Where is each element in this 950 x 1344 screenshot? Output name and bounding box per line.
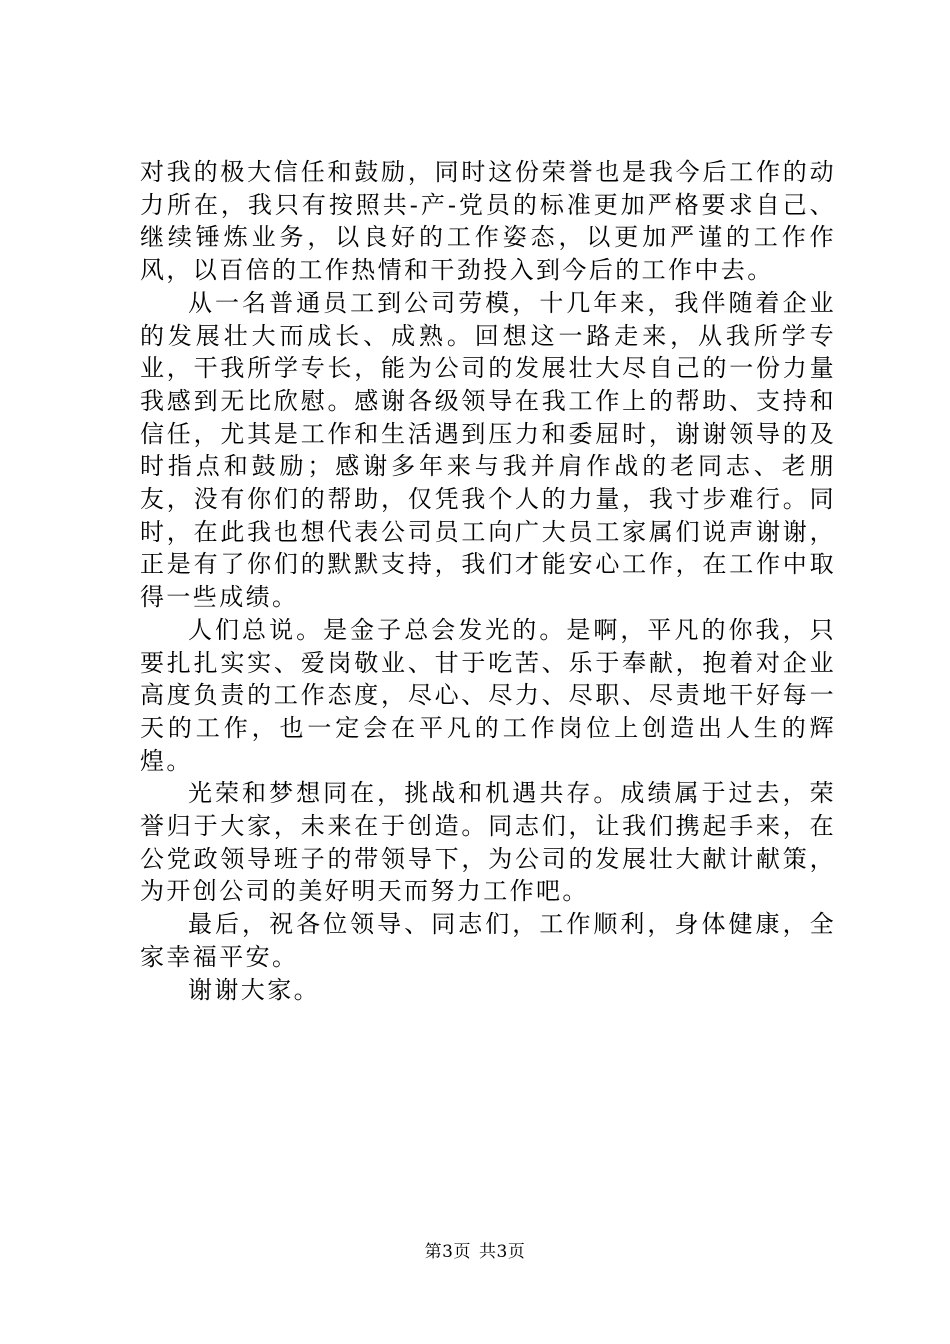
page-footer: [0, 1240, 950, 1264]
paragraph-wishes: 最后，祝各位领导、同志们，工作顺利，身体健康，全家幸福平安。: [140, 910, 836, 971]
page-number: 第3页: [424, 1242, 471, 1262]
paragraph-continuation: 对我的极大信任和鼓励，同时这份荣誉也是我今后工作的动力所在，我只有按照共-产-党员的标准更加严格要求自己、继续锤炼业务，以良好的工作姿态，以更加严谨的工作作风，以百倍的工作热情和干劲投入到今后的工作中去。: [140, 158, 836, 285]
page-total: 共3页: [479, 1242, 526, 1262]
paragraph-ordinary: 人们总说。是金子总会发光的。是啊，平凡的你我，只要扎扎实实、爱岗敬业、甘于吃苦、乐于奉献，抱着对企业高度负责的工作态度，尽心、尽力、尽职、尽责地干好每一天的工作，也一定会在平凡的工作岗位上创造出人生的辉煌。: [140, 615, 836, 775]
paragraph-career: 从一名普通员工到公司劳模，十几年来，我伴随着企业的发展壮大而成长、成熟。回想这一路走来，从我所学专业，干我所学专长，能为公司的发展壮大尽自己的一份力量我感到无比欣慰。感谢各级领导在我工作上的帮助、支持和信任，尤其是工作和生活遇到压力和委屈时，谢谢领导的及时指点和鼓励；感谢多年来与我并肩作战的老同志、老朋友，没有你们的帮助，仅凭我个人的力量，我寸步难行。同时，在此我也想代表公司员工向广大员工家属们说声谢谢，正是有了你们的默默支持，我们才能安心工作，在工作中取得一些成绩。: [140, 288, 836, 612]
document-body: [140, 156, 836, 1006]
paragraph-thanks: 谢谢大家。: [188, 975, 320, 1004]
paragraph-glory: 光荣和梦想同在，挑战和机遇共存。成绩属于过去，荣誉归于大家，未来在于创造。同志们，让我们携起手来，在公党政领导班子的带领导下，为公司的发展壮大献计献策，为开创公司的美好明天而努力工作吧。: [140, 779, 836, 906]
